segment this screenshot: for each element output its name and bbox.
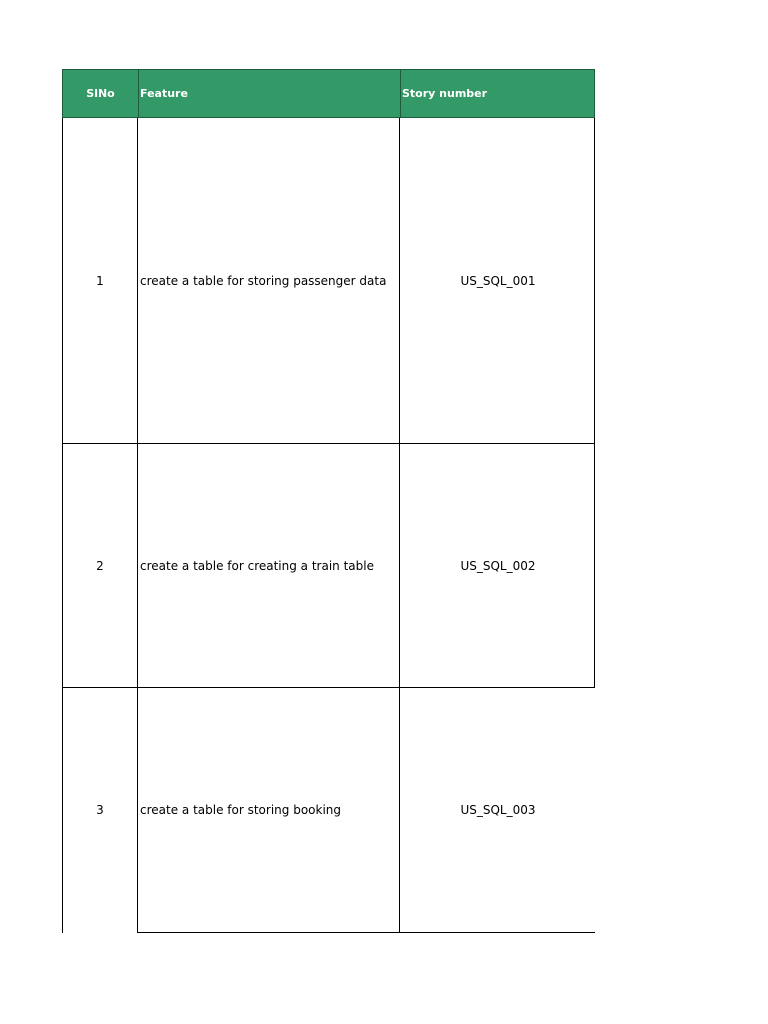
grid-line	[137, 118, 138, 933]
grid-line	[594, 118, 595, 688]
table-row	[62, 688, 596, 932]
cell-story-number[interactable]: US_SQL_002	[460, 559, 536, 573]
spreadsheet-table	[62, 69, 596, 933]
header-story-number[interactable]: Story number	[402, 87, 488, 100]
grid-line	[62, 118, 63, 933]
grid-line	[62, 687, 595, 688]
header-divider	[138, 70, 139, 117]
header-divider	[400, 70, 401, 117]
grid-line	[137, 932, 595, 933]
cell-feature[interactable]: create a table for storing passenger data	[140, 274, 387, 288]
grid-line	[399, 118, 400, 933]
grid-line	[62, 443, 595, 444]
header-feature[interactable]: Feature	[140, 87, 188, 100]
cell-slno[interactable]: 3	[96, 803, 104, 817]
cell-feature[interactable]: create a table for storing booking	[140, 803, 342, 817]
table-row	[62, 444, 596, 688]
cell-story-number[interactable]: US_SQL_001	[460, 274, 536, 288]
table-header-row	[62, 69, 595, 118]
cell-slno[interactable]: 2	[96, 559, 104, 573]
header-slno[interactable]: SlNo	[86, 87, 115, 100]
cell-story-number[interactable]: US_SQL_003	[460, 803, 536, 817]
cell-feature[interactable]: create a table for creating a train table	[140, 559, 374, 573]
table-row	[62, 118, 596, 444]
cell-slno[interactable]: 1	[96, 274, 104, 288]
